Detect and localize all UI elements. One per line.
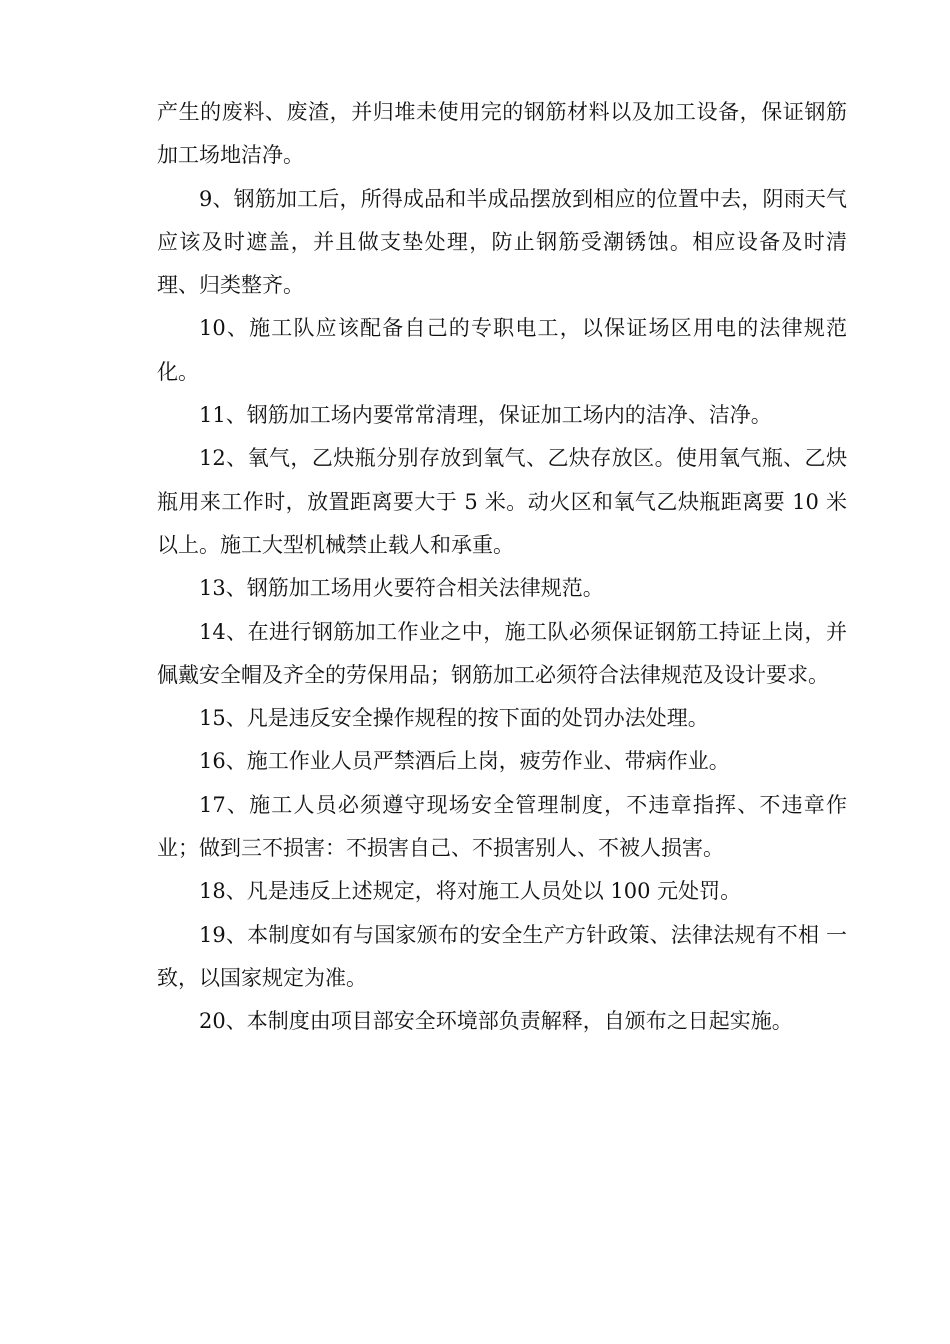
- rule-item-13: 13、钢筋加工场用火要符合相关法律规范。: [199, 576, 604, 601]
- rule-item-10: 10、施工队应该配备自己的专职电工，以保证场区用电的法律规范化。: [157, 316, 847, 384]
- rule-item-17: 17、施工人员必须遵守现场安全管理制度，不违章指挥、不违章作业；做到三不损害：不损害自己、不损害别人、不被人损害。: [157, 792, 847, 861]
- paragraph-continuation: 产生的废料、废渣，并归堆未使用完的钢筋材料以及加工设备，保证钢筋加工场地洁净。: [157, 100, 847, 168]
- document-body: [157, 91, 847, 1044]
- rule-item-14: 14、在进行钢筋加工作业之中，施工队必须保证钢筋工持证上岗，并佩戴安全帽及齐全的劳保用品；钢筋加工必须符合法律规范及设计要求。: [157, 619, 847, 687]
- rule-item-16: 16、施工作业人员严禁酒后上岗，疲劳作业、带病作业。: [199, 749, 730, 774]
- rule-item-9: 9、钢筋加工后，所得成品和半成品摆放到相应的位置中去，阴雨天气应该及时遮盖，并且做支垫处理，防止钢筋受潮锈蚀。相应设备及时清理、归类整齐。: [157, 186, 847, 298]
- rule-item-11: 11、钢筋加工场内要常常清理，保证加工场内的洁净、洁净。: [199, 403, 772, 428]
- rule-item-18: 18、凡是违反上述规定，将对施工人员处以 100 元处罚。: [199, 879, 742, 904]
- rule-item-19: 19、本制度如有与国家颁布的安全生产方针政策、法律法规有不相 一致，以国家规定为准。: [157, 922, 847, 990]
- rule-item-15: 15、凡是违反安全操作规程的按下面的处罚办法处理。: [199, 706, 709, 731]
- rule-item-12: 12、氧气，乙炔瓶分别存放到氧气、乙炔存放区。使用氧气瓶、乙炔瓶用来工作时，放置距离要大于 5 米。动火区和氧气乙炔瓶距离要 10 米以上。施工大型机械禁止载人和承重。: [157, 446, 847, 557]
- rule-item-20: 20、本制度由项目部安全环境部负责解释，自颁布之日起实施。: [199, 1009, 793, 1034]
